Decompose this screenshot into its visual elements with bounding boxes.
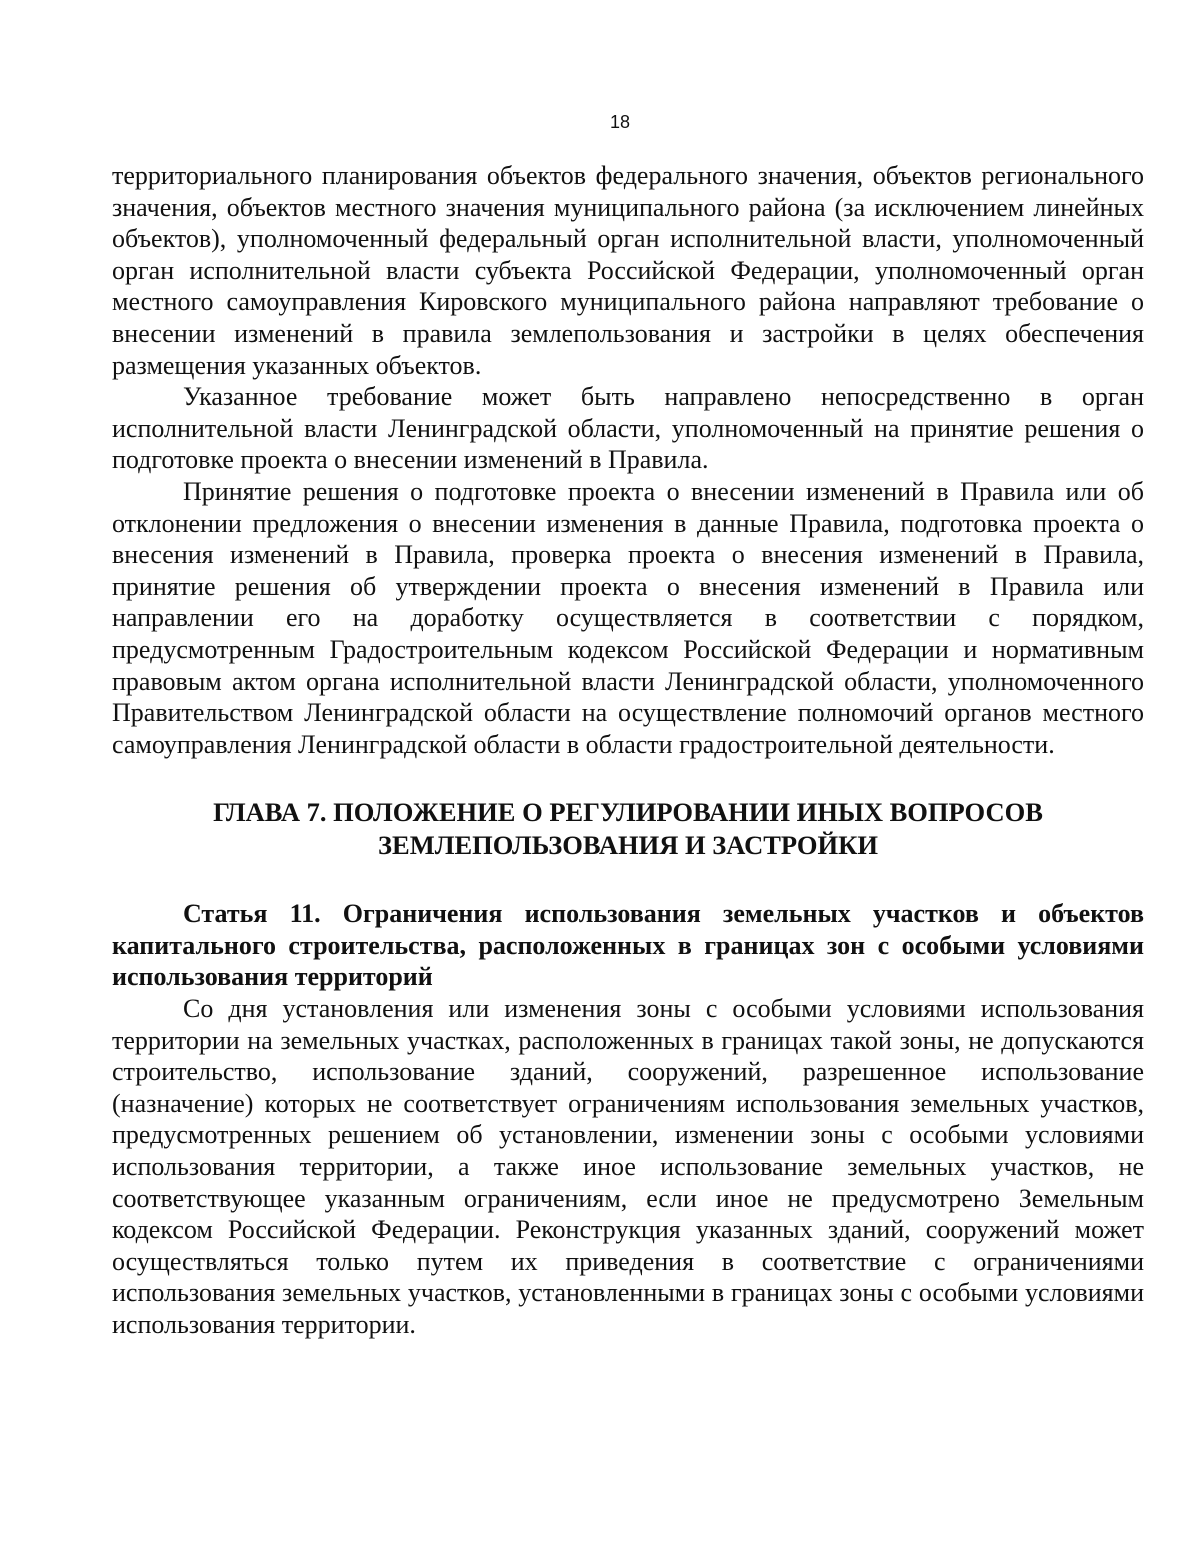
chapter-heading: [112, 796, 1144, 862]
paragraph-requirement: Указанное требование может быть направлено непосредственно в орган исполнительной власти Ленинградской области, уполномоченный на принятие решения о подготовке проекта о внесении изменений в Правила.: [112, 382, 1144, 475]
page-number: 18: [609, 112, 631, 132]
document-body: [112, 160, 1144, 1341]
paragraph-continuation: территориального планирования объектов федерального значения, объектов регионального значения, объектов местного значения муниципального района (за исключением линейных объектов), уполномоченный федеральный орган исполнительной власти, уполномоченный орган исполнительной власти субъекта Российской Федерации, уполномоченный орган местного самоуправления Кировского муниципального района направляют требование о внесении изменений в правила землепользования и застройки в целях обеспечения размещения указанных объектов.: [112, 161, 1144, 380]
chapter-heading-line-1: ГЛАВА 7. ПОЛОЖЕНИЕ О РЕГУЛИРОВАНИИ ИНЫХ ВОПРОСОВ: [213, 797, 1043, 828]
article-heading: Статья 11. Ограничения использования земельных участков и объектов капитального строительства, расположенных в границах зон с особыми условиями использования территорий: [112, 899, 1144, 992]
chapter-heading-line-2: ЗЕМЛЕПОЛЬЗОВАНИЯ И ЗАСТРОЙКИ: [378, 830, 878, 861]
paragraph-decision-procedure: Принятие решения о подготовке проекта о внесении изменений в Правила или об отклонении предложения о внесении изменения в данные Правила, подготовка проекта о внесения изменений в Правила, проверка проекта о внесения изменений в Правила, принятие решения об утверждении проекта о внесения изменений в Правила или направлении его на доработку осуществляется в соответствии с порядком, предусмотренным Градостроительным кодексом Российской Федерации и нормативным правовым актом органа исполнительной власти Ленинградской области, уполномоченного Правительством Ленинградской области на осуществление полномочий органов местного самоуправления Ленинградской области в области градостроительной деятельности.: [112, 476, 1144, 759]
article-paragraph: Со дня установления или изменения зоны с особыми условиями использования территории на земельных участках, расположенных в границах такой зоны, не допускаются строительство, использование зданий, сооружений, разрешенное использование (назначение) которых не соответствует ограничениям использования земельных участков, предусмотренных решением об установлении, изменении зоны с особыми условиями использования территории, а также иное использование земельных участков, не соответствующее указанным ограничениям, если иное не предусмотрено Земельным кодексом Российской Федерации. Реконструкция указанных зданий, сооружений может осуществляться только путем их приведения в соответствие с ограничениями использования земельных участков, установленными в границах зоны с особыми условиями использования территории.: [112, 994, 1144, 1339]
